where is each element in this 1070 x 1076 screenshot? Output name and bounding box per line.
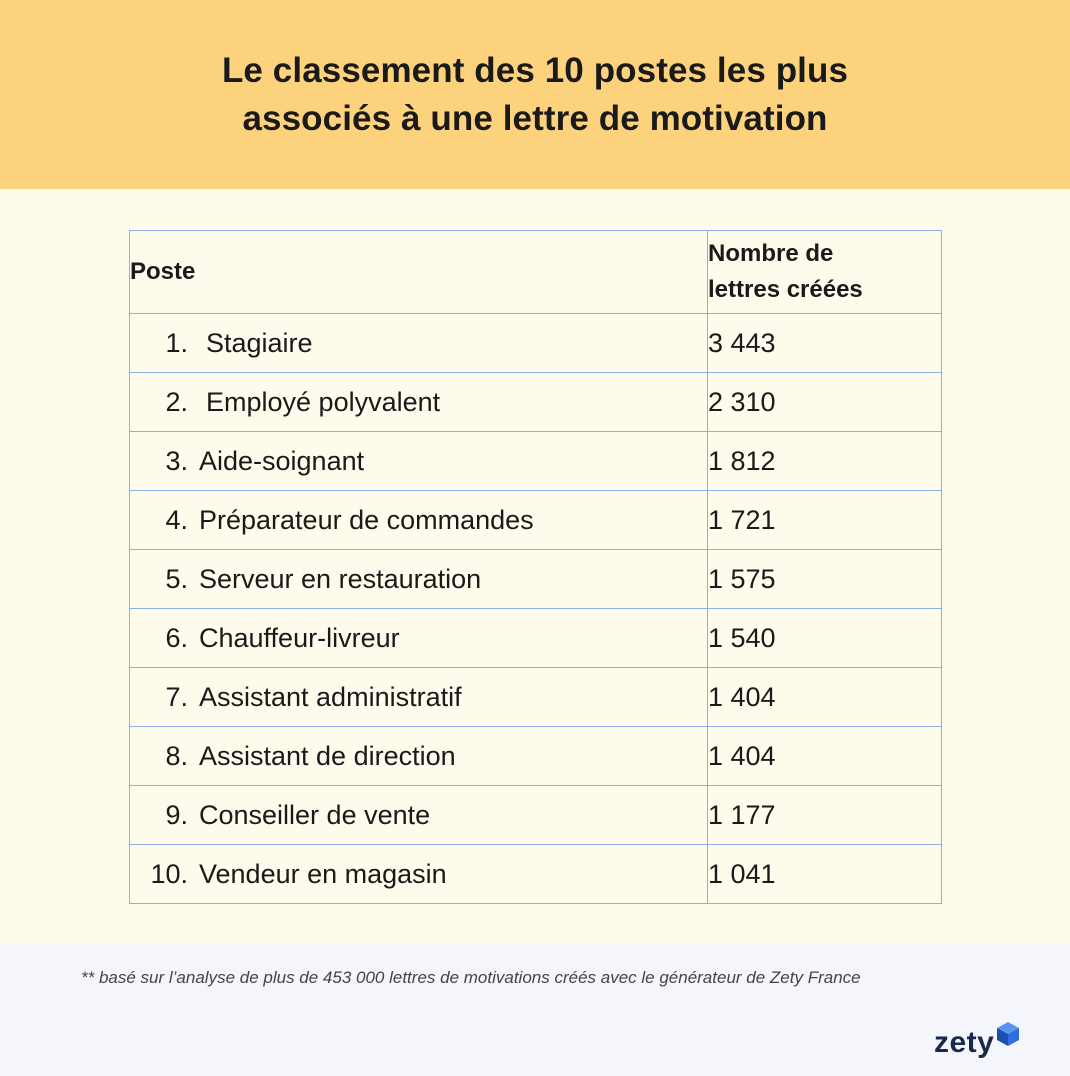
poste-cell: [130, 432, 708, 491]
footnote: ** basé sur l’analyse de plus de 453 000 lettres de motivations créés avec le générateur de Zety France: [81, 968, 861, 987]
poste-name: Assistant de direction: [199, 740, 456, 771]
poste-name: Chauffeur-livreur: [199, 622, 400, 653]
table-body: [130, 314, 942, 904]
poste-cell: [130, 491, 708, 550]
poste-cell: [130, 786, 708, 845]
table-row: [130, 432, 942, 491]
poste-name: Stagiaire: [206, 327, 313, 358]
rank-number: 7.: [165, 681, 188, 712]
table-row: [130, 314, 942, 373]
poste-name: Vendeur en magasin: [199, 858, 447, 889]
poste-name: Serveur en restauration: [199, 563, 482, 594]
header-count-line-2: lettres créées: [708, 276, 863, 303]
count-cell: 1 177: [708, 786, 942, 845]
count-cell: 1 575: [708, 550, 942, 609]
header-count: [708, 231, 942, 314]
table-row: [130, 550, 942, 609]
count-cell: 1 721: [708, 491, 942, 550]
table-row: [130, 727, 942, 786]
rank-number: 8.: [165, 740, 188, 771]
table-row: [130, 373, 942, 432]
footer: [0, 943, 1070, 1076]
header-poste: Poste: [130, 231, 708, 314]
rank-number: 10.: [150, 858, 188, 889]
rank-number: 3.: [165, 445, 188, 476]
table-header-row: [130, 231, 942, 314]
poste-name: Aide-soignant: [199, 445, 365, 476]
page-title-line-1: Le classement des 10 postes les plus: [221, 50, 849, 90]
poste-cell: [130, 845, 708, 904]
poste-cell: [130, 668, 708, 727]
count-cell: 2 310: [708, 373, 942, 432]
poste-cell: [130, 373, 708, 432]
table-row: [130, 668, 942, 727]
table-row: [130, 786, 942, 845]
rank-number: 1.: [165, 327, 188, 358]
poste-cell: [130, 550, 708, 609]
count-cell: 3 443: [708, 314, 942, 373]
poste-name: Conseiller de vente: [199, 799, 431, 830]
rank-number: 2.: [165, 386, 188, 417]
logo-wordmark: zety: [934, 1026, 995, 1059]
poste-name: Assistant administratif: [199, 681, 462, 712]
rank-number: 9.: [165, 799, 188, 830]
zety-logo: [934, 1020, 1020, 1066]
table-row: [130, 609, 942, 668]
ranking-table: [129, 230, 942, 904]
page-header: [0, 0, 1070, 189]
rank-number: 6.: [165, 622, 188, 653]
count-cell: 1 404: [708, 727, 942, 786]
count-cell: 1 404: [708, 668, 942, 727]
poste-name: Employé polyvalent: [206, 386, 441, 417]
header-count-line-1: Nombre de: [708, 240, 834, 267]
page-title-line-2: associés à une lettre de motivation: [242, 98, 828, 138]
count-cell: 1 540: [708, 609, 942, 668]
table-row: [130, 491, 942, 550]
count-cell: 1 041: [708, 845, 942, 904]
poste-cell: [130, 609, 708, 668]
poste-cell: [130, 314, 708, 373]
rank-number: 4.: [165, 504, 188, 535]
poste-cell: [130, 727, 708, 786]
count-cell: 1 812: [708, 432, 942, 491]
rank-number: 5.: [165, 563, 188, 594]
poste-name: Préparateur de commandes: [199, 504, 534, 535]
zety-cube-icon: [996, 1021, 1020, 1051]
table-row: [130, 845, 942, 904]
